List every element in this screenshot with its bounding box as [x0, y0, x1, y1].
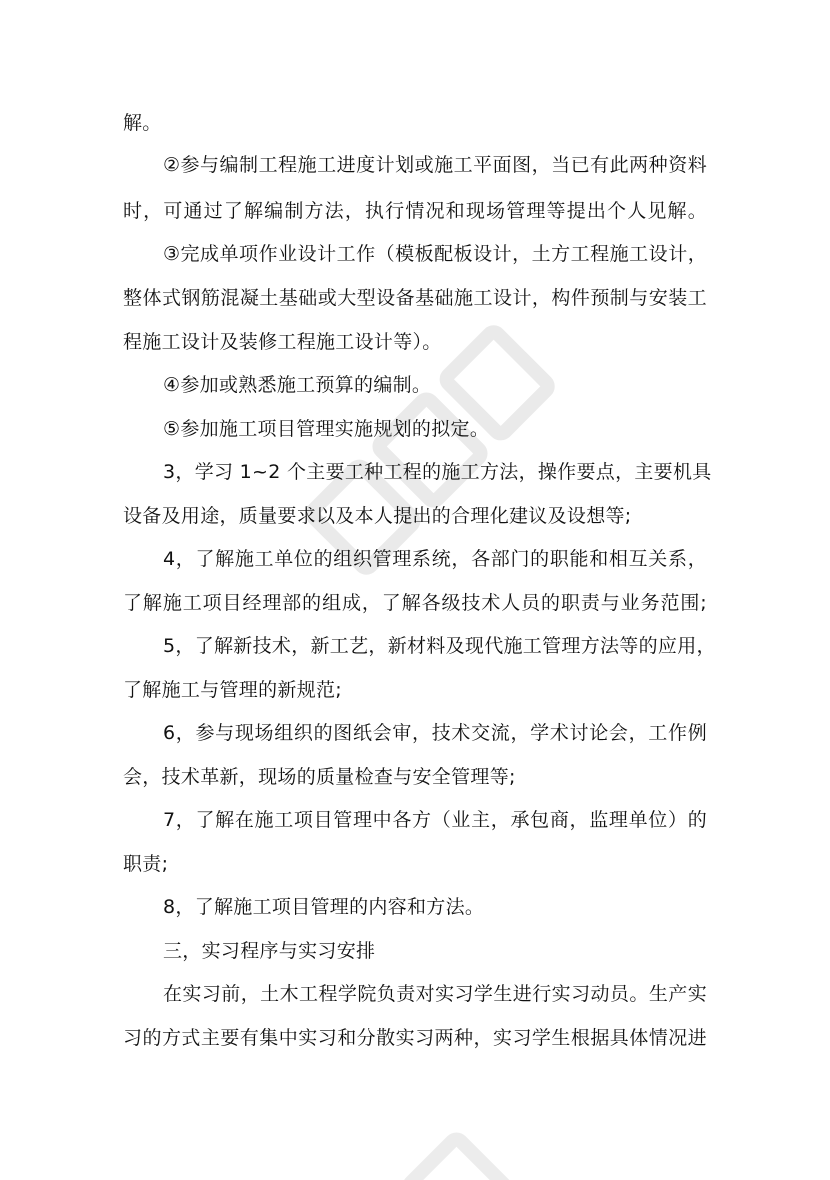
text-line: 职责; [123, 853, 169, 875]
text-line: ⑤参加施工项目管理实施规划的拟定。 [163, 418, 490, 440]
text-line: 3，学习 1~2 个主要工种工程的施工方法，操作要点，主要机具 [163, 461, 712, 483]
text-line: 7，了解在施工项目管理中各方（业主，承包商，监理单位）的 [163, 809, 707, 831]
text-line: 程施工设计及装修工程施工设计等）。 [123, 331, 442, 353]
watermark-icon-bottom [300, 1030, 620, 1180]
text-line: 在实习前，土木工程学院负责对实习学生进行实习动员。生产实 [163, 983, 707, 1005]
text-line: 时，可通过了解编制方法，执行情况和现场管理等提出个人见解。 [123, 200, 707, 222]
text-line: 设备及用途，质量要求以及本人提出的合理化建议及设想等; [123, 505, 632, 527]
text-line: 8，了解施工项目管理的内容和方法。 [163, 896, 485, 918]
text-line: 整体式钢筋混凝土基础或大型设备基础施工设计，构件预制与安装工 [123, 287, 707, 309]
text-line: 5，了解新技术，新工艺，新材料及现代施工管理方法等的应用， [163, 635, 716, 657]
section-heading: 三，实习程序与实习安排 [163, 940, 376, 962]
text-line: 了解施工项目经理部的组成，了解各级技术人员的职责与业务范围; [123, 592, 707, 614]
text-line: 会，技术革新，现场的质量检查与安全管理等; [123, 766, 516, 788]
text-line: 6，参与现场组织的图纸会审，技术交流，学术讨论会，工作例 [163, 722, 707, 744]
text-line: 习的方式主要有集中实习和分散实习两种，实习学生根据具体情况进 [123, 1027, 707, 1049]
text-line: ④参加或熟悉施工预算的编制。 [163, 374, 432, 396]
text-line: 解。 [123, 112, 162, 134]
text-line: 了解施工与管理的新规范; [123, 679, 343, 701]
text-line: ③完成单项作业设计工作（模板配板设计，土方工程施工设计， [163, 243, 707, 265]
text-line: 4，了解施工单位的组织管理系统，各部门的职能和相互关系， [163, 548, 707, 570]
text-line: ②参与编制工程施工进度计划或施工平面图，当已有此两种资料 [163, 154, 707, 176]
